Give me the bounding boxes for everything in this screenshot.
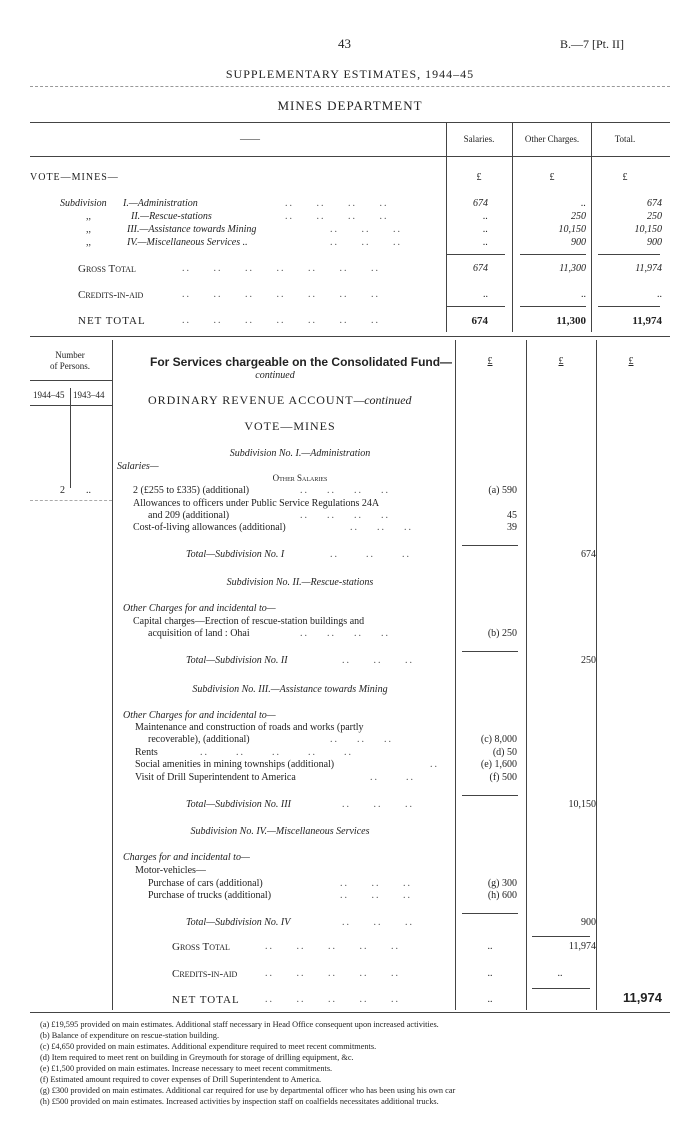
- visit-amount: (f) 500: [489, 772, 517, 783]
- subdivision-title: Subdivision No. I.—Administration: [229, 448, 371, 459]
- empty-cell: ..: [487, 994, 493, 1005]
- summary-row-label: III.—Assistance towards Mining: [127, 224, 257, 235]
- charges-label: Charges for and incidental to—: [123, 852, 250, 863]
- currency-symbol: £: [628, 356, 634, 367]
- subtotal-label: Total—Subdivision No. III: [186, 799, 291, 810]
- rents-line: Rents: [135, 747, 158, 758]
- net-total: 11,974: [632, 315, 662, 327]
- summary-total-value: 10,150: [634, 224, 662, 235]
- cars-line: Purchase of cars (additional): [148, 878, 263, 889]
- net-total-amount: 11,974: [622, 990, 662, 1005]
- leader-dots: .. .. ..: [342, 799, 414, 810]
- other-salaries-label: Other Salaries: [272, 473, 328, 483]
- footnote-g: (g) £300 provided on main estimates. Additional car required for use by departmental officer who has been using his own car: [40, 1086, 456, 1095]
- cars-amount: (g) 300: [487, 878, 517, 889]
- summary-other-value: 900: [571, 237, 586, 248]
- section-heading: For Services chargeable on the Consolidated Fund—: [150, 355, 453, 369]
- net-salaries: 674: [471, 315, 488, 327]
- leader-dots: .. .. .. .. ..: [200, 747, 353, 758]
- leader-dots: .. .. ..: [330, 224, 402, 235]
- department-title: MINES DEPARTMENT: [277, 98, 423, 113]
- salaries-label: Salaries—: [117, 461, 159, 472]
- footnote-b: (b) Balance of expenditure on rescue-station building.: [40, 1031, 220, 1040]
- capital-charges-amount: (b) 250: [487, 628, 517, 639]
- sum-rule: [462, 913, 518, 914]
- currency-symbol: £: [622, 172, 628, 183]
- allowance-line: Allowances to officers under Public Service Regulations 24A: [133, 498, 380, 509]
- allowance-line: and 209 (additional): [148, 510, 230, 521]
- trucks-amount: (h) 600: [487, 890, 517, 901]
- summary-top-rule: [30, 122, 670, 123]
- leader-dots: .. .. .. ..: [285, 198, 389, 209]
- currency-symbol: £: [558, 356, 564, 367]
- empty-cell: ..: [487, 968, 493, 979]
- credits-in-aid-label: Credits-in-aid: [78, 289, 144, 301]
- summary-total-value: 900: [647, 237, 662, 248]
- ditto-mark: ,,: [86, 224, 91, 235]
- section-continued: continued: [255, 370, 295, 381]
- credits-salaries: ..: [483, 289, 488, 300]
- subdivision-title: Subdivision No. IV.—Miscellaneous Services: [190, 826, 370, 837]
- credits-other: ..: [581, 289, 586, 300]
- leader-dots: .. .. ..: [330, 734, 393, 745]
- net-other: 11,300: [556, 315, 586, 327]
- leader-dots: .. .. .. .. ..: [265, 994, 400, 1005]
- divider: [30, 86, 670, 87]
- subtotal-amount: 674: [581, 549, 596, 560]
- leader-dots: .. .. .. .. .. .. ..: [182, 315, 380, 326]
- persons-1944: 2: [60, 485, 65, 496]
- currency-symbol: £: [487, 356, 493, 367]
- leader-dots: .. .. .. .. .. .. ..: [182, 263, 380, 274]
- subdivision-title: Subdivision No. II.—Rescue-stations: [226, 577, 374, 588]
- year-col-rule: [70, 388, 71, 488]
- leader-dots: .. .. .. .. ..: [265, 941, 400, 952]
- sum-rule: [598, 306, 660, 307]
- leader-dots: .. .. ..: [340, 878, 412, 889]
- leader-dots: .. .. ..: [330, 237, 402, 248]
- col-header-salaries: Salaries.: [463, 134, 495, 144]
- col-header-total: Total.: [614, 134, 636, 144]
- col-header-other-charges: Other Charges.: [524, 134, 580, 144]
- leader-dots: .. .. .. ..: [300, 485, 390, 496]
- footnote-a: (a) £19,595 provided on main estimates. Additional staff necessary in Head Office consequent upon increased activities.: [40, 1020, 439, 1029]
- sum-rule: [532, 988, 590, 989]
- salary-line: 2 (£255 to £335) (additional): [133, 485, 250, 496]
- leader-dots: .. .. .. .. .. .. ..: [182, 289, 380, 300]
- trucks-line: Purchase of trucks (additional): [148, 890, 272, 901]
- year-rule: [30, 405, 112, 406]
- net-total-label: NET TOTAL: [172, 994, 240, 1006]
- credits-in-aid-label: Credits-in-aid: [172, 968, 238, 980]
- persons-header: Number: [55, 350, 85, 360]
- summary-col-rule: [591, 122, 592, 332]
- sum-rule: [520, 254, 586, 255]
- salary-amount: (a) 590: [488, 485, 517, 496]
- summary-total-value: 250: [647, 211, 662, 222]
- gross-total-label: Gross Total: [172, 941, 230, 953]
- sum-rule: [447, 254, 505, 255]
- sum-rule: [462, 545, 518, 546]
- persons-header: of Persons.: [50, 361, 90, 371]
- summary-row-label: II.—Rescue-stations: [131, 211, 212, 222]
- sum-rule: [532, 936, 590, 937]
- detail-bottom-rule: [30, 1012, 670, 1013]
- visit-line: Visit of Drill Superintendent to America: [135, 772, 296, 783]
- summary-salaries-value: ..: [483, 237, 488, 248]
- year-1944-45: 1944–45: [33, 390, 65, 400]
- currency-symbol: £: [549, 172, 555, 183]
- detail-col-rule: [455, 340, 456, 1010]
- summary-bottom-rule: [30, 336, 670, 337]
- credits-total: ..: [657, 289, 662, 300]
- footnote-c: (c) £4,650 provided on main estimates. Additional expenditure required to meet recent commitments.: [40, 1042, 377, 1051]
- summary-header-rule: [30, 156, 670, 157]
- subtotal-label: Total—Subdivision No. II: [186, 655, 288, 666]
- document-reference: B.—7 [Pt. II]: [560, 37, 624, 51]
- page-number: 43: [338, 36, 351, 51]
- leader-dots: ..: [430, 759, 439, 770]
- ditto-mark: ,,: [86, 211, 91, 222]
- leader-dots: .. .. .. .. ..: [265, 968, 400, 979]
- leader-dots: .. .. ..: [350, 522, 413, 533]
- footnote-h: (h) £500 provided on main estimates. Increased activities by inspection staff on coalfields necessitates additional trucks.: [40, 1097, 439, 1106]
- social-amenities-line: Social amenities in mining townships (additional): [135, 759, 335, 770]
- sum-rule: [598, 254, 660, 255]
- currency-symbol: £: [476, 172, 482, 183]
- empty-cell: ..: [557, 968, 563, 979]
- footnote-f: (f) Estimated amount required to cover expenses of Drill Superintendent to America.: [40, 1075, 322, 1084]
- summary-other-value: 250: [571, 211, 586, 222]
- summary-other-value: 10,150: [558, 224, 586, 235]
- persons-header-rule: [30, 380, 112, 381]
- summary-heading-dash: ——: [240, 134, 260, 145]
- summary-total-value: 674: [647, 198, 662, 209]
- sum-rule: [462, 651, 518, 652]
- capital-charges-line: acquisition of land : Ohai: [148, 628, 250, 639]
- gross-other: 11,300: [559, 263, 586, 274]
- maintenance-line: recoverable), (additional): [148, 734, 250, 745]
- vote-label: VOTE—MINES—: [30, 172, 119, 183]
- allowance-amount: 45: [507, 510, 517, 521]
- sum-rule: [520, 306, 586, 307]
- leader-dots: .. .. ..: [340, 890, 412, 901]
- persons-1943: ..: [86, 485, 91, 496]
- gross-total: 11,974: [635, 263, 662, 274]
- empty-cell: ..: [487, 941, 493, 952]
- subdivision-title: Subdivision No. III.—Assistance towards Mining: [192, 684, 388, 695]
- subtotal-amount: 10,150: [568, 799, 596, 810]
- gross-total-label: Gross Total: [78, 263, 136, 275]
- gross-salaries: 674: [473, 263, 488, 274]
- other-charges-label: Other Charges for and incidental to—: [123, 603, 276, 614]
- persons-row-rule: [30, 500, 112, 501]
- social-amenities-amount: (e) 1,600: [480, 759, 517, 770]
- ditto-mark: ,,: [86, 237, 91, 248]
- cost-of-living-line: Cost-of-living allowances (additional): [133, 522, 286, 533]
- subtotal-label: Total—Subdivision No. I: [186, 549, 285, 560]
- year-1943-44: 1943–44: [73, 390, 105, 400]
- leader-dots: .. .. ..: [342, 917, 414, 928]
- sum-rule: [447, 306, 505, 307]
- leader-dots: .. ..: [370, 772, 415, 783]
- summary-salaries-value: ..: [483, 211, 488, 222]
- subtotal-amount: 250: [581, 655, 596, 666]
- account-title: ORDINARY REVENUE ACCOUNT—continued: [148, 393, 412, 407]
- summary-salaries-value: ..: [483, 224, 488, 235]
- motor-vehicles-line: Motor-vehicles—: [135, 865, 206, 876]
- gross-total-amount: 11,974: [568, 941, 596, 952]
- vote-title: VOTE—MINES: [244, 419, 336, 433]
- subtotal-amount: 900: [581, 917, 596, 928]
- subtotal-label: Total—Subdivision No. IV: [186, 917, 291, 928]
- capital-charges-line: Capital charges—Erection of rescue-station buildings and: [133, 616, 365, 627]
- summary-salaries-value: 674: [473, 198, 488, 209]
- leader-dots: .. .. ..: [342, 655, 414, 666]
- summary-other-value: ..: [581, 198, 586, 209]
- leader-dots: .. .. .. ..: [285, 211, 389, 222]
- summary-row-label: IV.—Miscellaneous Services ..: [127, 237, 248, 248]
- subdivision-word: Subdivision: [60, 198, 107, 209]
- cost-of-living-amount: 39: [507, 522, 517, 533]
- net-total-label: NET TOTAL: [78, 315, 146, 327]
- leader-dots: .. .. ..: [330, 549, 411, 560]
- summary-row-label: I.—Administration: [123, 198, 198, 209]
- leader-dots: .. .. .. ..: [300, 510, 390, 521]
- maintenance-line: Maintenance and construction of roads and works (partly: [135, 722, 364, 733]
- detail-col-rule: [596, 340, 597, 1010]
- detail-col-rule: [112, 340, 113, 1010]
- page-title: SUPPLEMENTARY ESTIMATES, 1944–45: [225, 67, 475, 81]
- leader-dots: .. .. .. ..: [300, 628, 390, 639]
- maintenance-amount: (c) 8,000: [480, 734, 517, 745]
- other-charges-label: Other Charges for and incidental to—: [123, 710, 276, 721]
- sum-rule: [462, 795, 518, 796]
- footnote-d: (d) Item required to meet rent on building in Greymouth for storage of drilling equipment, &c.: [40, 1053, 354, 1062]
- footnote-e: (e) £1,500 provided on main estimates. Increase necessary to meet recent commitments.: [40, 1064, 333, 1073]
- rents-amount: (d) 50: [492, 747, 517, 758]
- detail-col-rule: [526, 340, 527, 1010]
